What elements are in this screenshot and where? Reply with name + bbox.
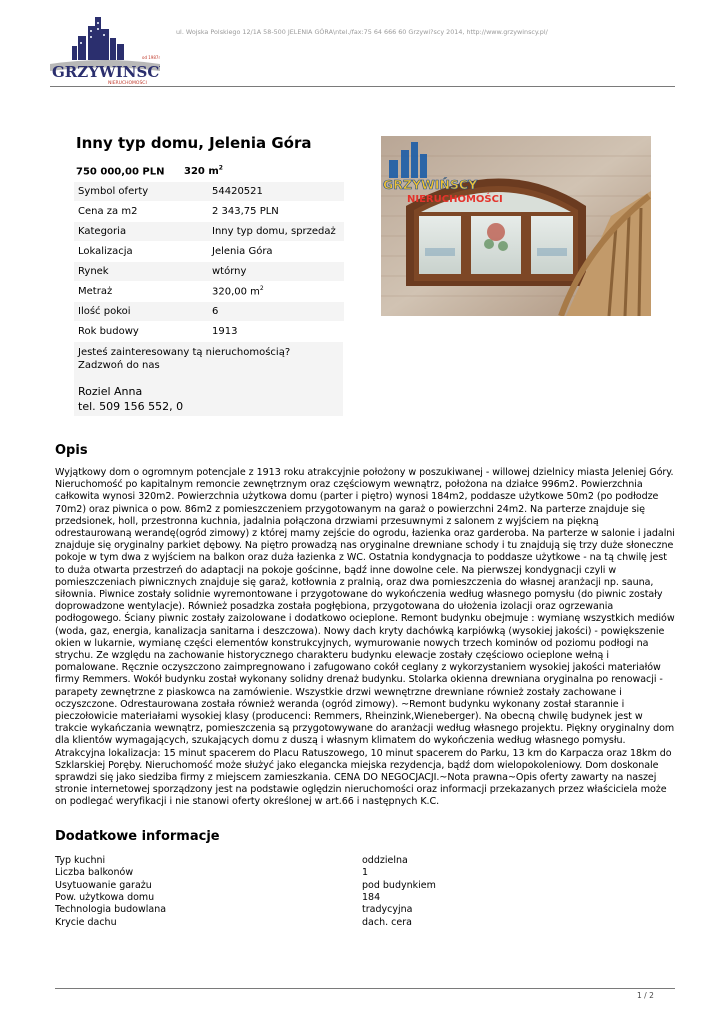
property-row: [74, 242, 344, 262]
property-label: Cena za m2: [74, 202, 208, 222]
property-row: [74, 202, 344, 222]
property-row: [74, 182, 344, 202]
property-value: Inny typ domu, sprzedaż: [208, 222, 344, 242]
property-label: Ilość pokoi: [74, 302, 208, 322]
additional-row: [55, 892, 675, 904]
header-divider: [50, 86, 675, 87]
additional-value: pod budynkiem: [362, 879, 436, 891]
property-value: Jelenia Góra: [208, 242, 344, 262]
additional-label: Krycie dachu: [55, 916, 117, 928]
company-logo: [50, 14, 160, 86]
property-value: 2 343,75 PLN: [208, 202, 344, 222]
additional-value: dach. cera: [362, 916, 412, 928]
property-row: [74, 302, 344, 322]
photo-watermark-sub: NIERUCHOMOŚCI: [407, 194, 503, 205]
property-value: wtórny: [208, 262, 344, 282]
property-value: 320,00 $m^2$: [208, 282, 344, 302]
property-value: 54420521: [208, 182, 344, 202]
property-row: [74, 322, 344, 342]
svg-text:GRZYWINSCY: GRZYWINSCY: [52, 63, 160, 81]
price-line: [76, 165, 223, 177]
additional-row: [55, 904, 675, 916]
property-label: Lokalizacja: [74, 242, 208, 262]
property-value: 1913: [208, 322, 344, 342]
property-label: Rok budowy: [74, 322, 208, 342]
additional-heading: Dodatkowe informacje: [55, 829, 220, 844]
property-value: 6: [208, 302, 344, 322]
additional-label: Usytuowanie garażu: [55, 879, 152, 891]
price-value: 750 000,00 PLN: [76, 166, 165, 178]
description-text: Wyjątkowy dom o ogromnym potencjale z 1913 roku atrakcyjnie położony w poszukiwanej - willowej dzielnicy miasta Jeleniej Góry. Nieruchomość po kapitalnym remoncie zewnętrznym oraz częściowym wewnątrz, położona na działce 996m2. Powierzchnia całkowita wynosi 320m2. Powierzchnia użytkowa domu (parter i piętro) wynosi 184m2, poddasze użytkowe 50m2 (po podłodze 70m2) oraz piwnica o pow. 86m2 z pomieszczeniem przygotowanym na garaż o powierzchni 24m2. Na parterze znajduje się przedsionek, holl, przestronna kuchnia, jadalnia połączona drzwiami przesuwnymi z salonem z wyjściem na piękną odrestaurowaną werandę(ogród zimowy) z której mamy zejście do ogrodu, łazienka oraz garderoba. Na parterze w salonie i jadalni znajduje się oryginalny parkiet dębowy. Na piętro prowadzą nas oryginalne drewniane schody i tu znajdują się trzy duże słoneczne pokoje w tym dwa z wyjściem na balkon oraz duża łazienka z WC. Ostatnia kondygnacja to poddasze użytkowe - na tą chwilę jest to duża otwarta przestrzeń do adaptacji na pokoje gościnne, bądź inne dowolne cele. Na pierwszej kondygnacji czyli w pomieszczeniach piwnicznych znajduje się garaż, kotłownia z pralnią, oraz dwa pomieszczenia do własnej aranżacji np. sauna, siłownia. Piwnice zostały solidnie wyremontowane i przygotowane do wykończenia według własnego pomysłu (do piwnic zostały doprowadzone wentylacje). Również posadzka została pogłębiona, przygotowana do ułożenia izolacji oraz ogrzewania podłogowego. Ściany piwnic zostały zaizolowane i dodatkowo ocieplone. Remont budynku obejmuje : wymianę wszystkich mediów (woda, gaz, energia, kanalizacja sanitarna i deszczowa). Nowy dach kryty dachówką karpiówką (wysokiej jakości) - powiększenie okien w lukarnie, wymianę części elementów konstrukcyjnych, wymurowanie nowych trzech kominów od poziomu podłogi na strychu. Ze względu na zachowanie historycznego charakteru budynku elewacje zostały częściowo ocieplone wełną i pomalowane. Ręcznie oczyszczono zaimpregnowano i zafugowano cokół ceglany z wykorzystaniem wysokiej jakości materiałów firmy Remmers. Wokół budynku został wykonany solidny drenaż budynku. Stolarka okienna drewniana oryginalna po renowacji - parapety zewnętrzne z piaskowca na zamówienie. Wszystkie drzwi wewnętrzne drewniane również zostały zachowane i oczyszczone. Odrestaurowana została również weranda (ogród zimowy). ~Remont budynku wykonany został starannie i pieczołowicie materiałami wysokiej klasy (producenci: Remmers, Rheinzink,Wieneberger). Na obecną chwilę budynek jest w trakcie wykańczania wewnątrz, pomieszczenia są przygotowywane do aranżacji według własnego projektu. Piękny oryginalny dom dla klientów wymagających, szukających domu z duszą i własnym klimatem do wykończenia według własnego pomysłu. Atrakcyjna lokalizacja: 15 minut spacerem do Placu Ratuszowego, 10 minut spacerem do Parku, 13 km do Karpacza oraz 18km do Szklarskiej Poręby. Nieruchomość może służyć jako elegancka miejska rezydencja, bądź dom wielopokoleniowy. Dom doskonale sprawdzi się jako siedziba firmy z miejscem zamieszkania. CENA DO NEGOCJACJI.~Nota prawna~Opis oferty zawarty na naszej stronie internetowej sporządzony jest na podstawie oględzin nieruchomości oraz informacji przekazanych przez właściciela może on podlegać weryfikacji i nie stanowi oferty określonej w art.66 i następnych K.C.: [55, 467, 675, 808]
property-label: Metraż: [74, 282, 208, 302]
additional-row: [55, 867, 675, 879]
property-row: [74, 262, 344, 282]
svg-text:od 1987r: od 1987r: [142, 55, 160, 60]
property-label: Kategoria: [74, 222, 208, 242]
additional-label: Pow. użytkowa domu: [55, 891, 155, 903]
description-heading: Opis: [55, 443, 88, 458]
additional-value: 1: [362, 867, 369, 879]
agent-phone: tel. 509 156 552, 0: [78, 400, 184, 413]
page-number: 1 / 2: [637, 991, 654, 1000]
additional-value: tradycyjna: [362, 904, 413, 916]
additional-label: Technologia budowlana: [55, 904, 167, 916]
additional-value: oddzielna: [362, 855, 408, 866]
footer-divider: [55, 988, 675, 989]
additional-row: [55, 880, 675, 892]
contact-question: Jesteś zainteresowany tą nieruchomością? Zadzwoń do nas: [78, 347, 291, 371]
photo-watermark-brand: GRZYWIŃSCY: [383, 177, 478, 192]
contact-box: [74, 342, 343, 416]
property-label: Rynek: [74, 262, 208, 282]
property-row: [74, 282, 344, 302]
header-address: ul. Wojska Polskiego 12/1A 58-500 JELENIA GÓRA\ntel./fax:75 64 666 60 Grzywi?scy 2014, http://www.grzywinscy.pl/: [176, 28, 548, 36]
property-photo: [381, 136, 651, 316]
property-row: [74, 222, 344, 242]
property-label: Symbol oferty: [74, 182, 208, 202]
additional-row: [55, 855, 675, 867]
additional-row: [55, 917, 675, 929]
additional-label: Liczba balkonów: [55, 867, 134, 879]
properties-table: [74, 182, 344, 342]
additional-label: Typ kuchni: [55, 855, 106, 866]
area-value: 320 $m^2$: [183, 165, 223, 178]
agent-name: Roziel Anna: [78, 385, 143, 398]
svg-text:NIERUCHOMOŚCI: NIERUCHOMOŚCI: [108, 81, 147, 86]
additional-value: 184: [362, 891, 381, 903]
listing-title: Inny typ domu, Jelenia Góra: [76, 134, 312, 152]
